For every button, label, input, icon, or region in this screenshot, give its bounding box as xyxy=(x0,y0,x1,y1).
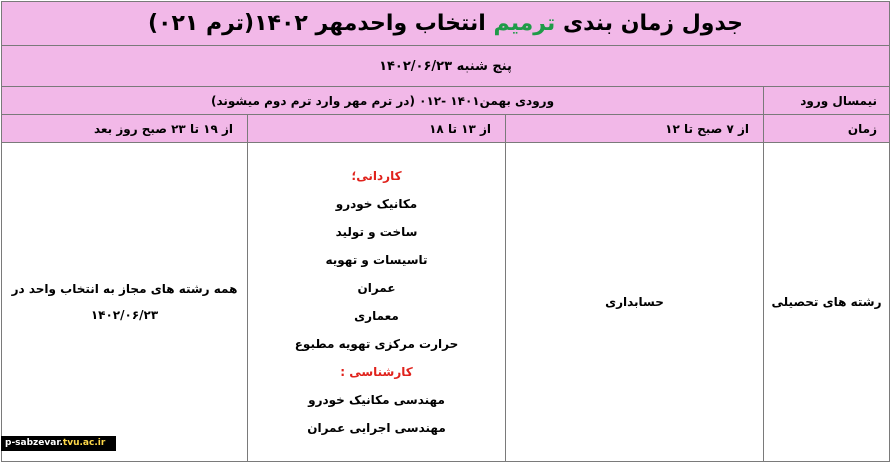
fields-slot-2 xyxy=(248,143,506,462)
majors-list xyxy=(248,162,505,442)
title-part1: جدول زمان بندی xyxy=(562,11,744,36)
fields-slot-3 xyxy=(2,143,248,462)
watermark-prefix: p-sabzevar. xyxy=(5,438,63,448)
associate-heading: کاردانی؛ xyxy=(351,169,402,183)
entry-value: ورودی بهمن۱۴۰۱ -۰۱۲ (در ترم مهر وارد ترم دوم میشوند) xyxy=(2,87,764,115)
all-fields-note xyxy=(2,276,247,328)
date-banner: پنج شنبه ۱۴۰۲/۰۶/۲۳ xyxy=(2,46,890,87)
fields-label: رشته های تحصیلی xyxy=(764,143,890,462)
all-fields-line1: همه رشته های مجاز به انتخاب واحد در xyxy=(11,282,238,296)
watermark-domain: tvu.ac.ir xyxy=(62,438,106,448)
associate-item: ساخت و تولید xyxy=(335,225,418,239)
associate-item: حرارت مرکزی تهویه مطبوع xyxy=(294,337,459,351)
bachelor-heading: کارشناسی : xyxy=(340,365,413,379)
page-title xyxy=(2,2,890,46)
associate-item: معماری xyxy=(354,309,399,323)
associate-item: تاسیسات و تهویه xyxy=(325,253,428,267)
bachelor-item: مهندسی مکانیک خودرو xyxy=(308,393,445,407)
associate-item: مکانیک خودرو xyxy=(335,197,418,211)
entry-label: نیمسال ورود xyxy=(764,87,890,115)
time-slot-2: از ۱۳ تا ۱۸ xyxy=(248,115,506,143)
time-slot-3: از ۱۹ تا ۲۳ صبح روز بعد xyxy=(2,115,248,143)
time-slot-1: از ۷ صبح تا ۱۲ xyxy=(506,115,764,143)
website-watermark xyxy=(1,436,116,451)
time-label: زمان xyxy=(764,115,890,143)
title-highlight: ترمیم xyxy=(493,11,556,36)
fields-slot-1: حسابداری xyxy=(506,143,764,462)
title-part2: انتخاب واحدمهر ۱۴۰۲(ترم ۰۲۱) xyxy=(147,11,486,36)
bachelor-item: مهندسی اجرایی عمران xyxy=(307,421,446,435)
associate-item: عمران xyxy=(357,281,396,295)
schedule-table xyxy=(1,1,890,462)
all-fields-line2: ۱۴۰۲/۰۶/۲۳ xyxy=(90,308,159,322)
